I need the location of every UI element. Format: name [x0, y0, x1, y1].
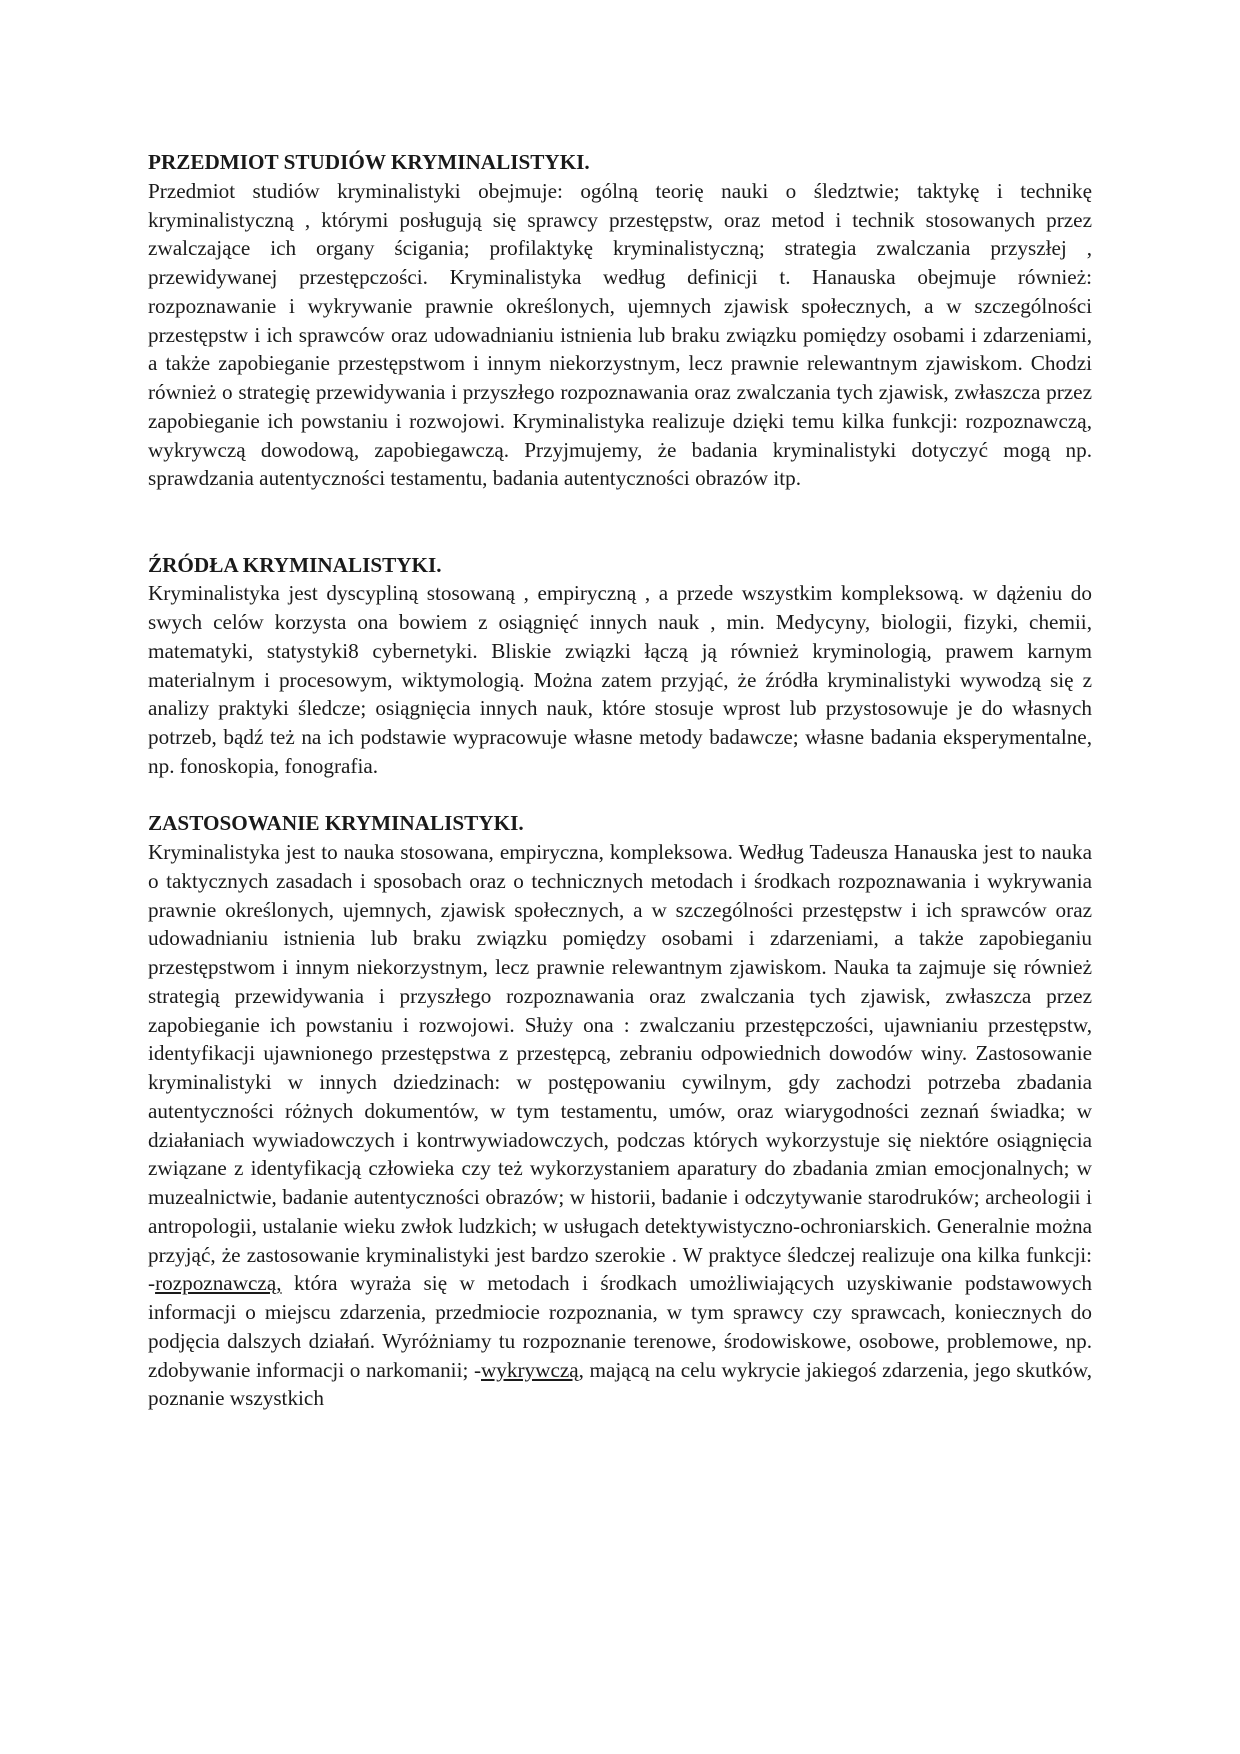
spacer	[148, 493, 1092, 551]
term-rozpoznawcza: rozpoznawczą,	[155, 1271, 282, 1296]
section-heading-zrodla: ŹRÓDŁA KRYMINALISTYKI.	[148, 552, 442, 577]
list-item-text: która wyraża się w metodach i środkach umożliwiających uzyskiwanie podstawowych informacji o miejscu zdarzenia, przedmiocie rozpoznania, w tym sprawcy czy sprawcach, koniecznych do podjęcia dalszych działań. Wyróżniamy tu rozpoznanie terenowe, środowiskowe, osobowe, problemowe, np. zdobywanie informacji o narkomanii;	[148, 1271, 1092, 1382]
section-heading-zastosowanie: ZASTOSOWANIE KRYMINALISTYKI.	[148, 811, 524, 836]
section-body-zrodla: Kryminalistyka jest dyscypliną stosowaną , empiryczną , a przede wszystkim kompleksową. w dążeniu do swych celów korzysta ona bowiem z osiągnięć innych nauk , min. Medycyny, biologii, fizyki, chemii, matematyki, statystyki8 cybernetyki. Bliskie związki łączą ją również kryminologią, prawem karnym materialnym i procesowym, wiktymologią. Można zatem przyjąć, że źródła kryminalistyki wywodzą się z analizy praktyki śledcze; osiągnięcia innych nauk, które stosuje wprost lub przystosowuje je do własnych potrzeb, bądź też na ich podstawie wypracowuje własne metody badawcze; własne badania eksperymentalne, np. fonoskopia, fonografia.	[148, 581, 1092, 778]
section-heading-przedmiot: PRZEDMIOT STUDIÓW KRYMINALISTYKI.	[148, 150, 590, 174]
section-body-zastosowanie-text: Kryminalistyka jest to nauka stosowana, empiryczna, kompleksowa. Według Tadeusza Hanauska jest to nauka o taktycznych zasadach i sposobach oraz o technicznych metodach i środkach rozpoznawania i wykrywania prawnie określonych, ujemnych, zjawisk społecznych, a w szczególności przestępstw i ich sprawców oraz udowadnianiu istnienia lub braku związku pomiędzy osobami i zdarzeniami, a także zapobieganiu przestępstwom i innym niekorzystnym, lecz prawnie relewantnym zjawiskom. Nauka ta zajmuje się również strategią przewidywania i przyszłego rozpoznawania oraz zwalczania tych zjawisk, zwłaszcza przez zapobieganie ich powstaniu i rozwojowi. Służy ona : zwalczaniu przestępczości, ujawnianiu przestępstw, identyfikacji ujawnionego przestępstwa z przestępcą, zebraniu odpowiednich dowodów winy. Zastosowanie kryminalistyki w innych dziedzinach: w postępowaniu cywilnym, gdy zachodzi potrzeba zbadania autentyczności różnych dokumentów, w tym testamentu, umów, oraz wiarygodności zeznań świadka; w działaniach wywiadowczych i kontrwywiadowczych, podczas których wykorzystuje się niektóre osiągnięcia związane z identyfikacją człowieka czy też wykorzystaniem aparatury do zbadania zmian emocjonalnych; w muzealnictwie, badanie autentyczności obrazów; w historii, badanie i odczytywanie starodruków; archeologii i antropologii, ustalanie wieku zwłok ludzkich; w usługach detektywistyczno-ochroniarskich. Generalnie można przyjąć, że zastosowanie kryminalistyki jest bardzo szerokie . W praktyce śledczej realizuje ona kilka funkcji:	[148, 840, 1092, 1267]
list-item-prefix: -	[473, 1357, 481, 1382]
list-item-text: mającą na celu wykrycie jakiegoś zdarzenia, jego skutków, poznanie wszystkich	[148, 1357, 1092, 1411]
section-body-zastosowanie	[148, 838, 1092, 1413]
spacer	[148, 781, 1092, 810]
document-page	[148, 148, 1092, 1413]
section-body-przedmiot: Przedmiot studiów kryminalistyki obejmuje: ogólną teorię nauki o śledztwie; taktykę i technikę kryminalistyczną , którymi posługują się sprawcy przestępstw, oraz metod i technik stosowanych przez zwalczające ich organy ścigania; profilaktykę kryminalistyczną; strategia zwalczania przyszłej , przewidywanej przestępczości. Kryminalistyka według definicji t. Hanauska obejmuje również: rozpoznawanie i wykrywanie prawnie określonych, ujemnych zjawisk społecznych, a w szczególności przestępstw i ich sprawców oraz udowadnianiu istnienia lub braku związku pomiędzy osobami i zdarzeniami, a także zapobieganie przestępstwom i innym niekorzystnym, lecz prawnie relewantnym zjawiskom. Chodzi również o strategię przewidywania i przyszłego rozpoznawania oraz zwalczania tych zjawisk, zwłaszcza przez zapobieganie ich powstaniu i rozwojowi. Kryminalistyka realizuje dzięki temu kilka funkcji: rozpoznawczą, wykrywczą dowodową, zapobiegawczą. Przyjmujemy, że badania kryminalistyki dotyczyć mogą np. sprawdzania autentyczności testamentu, badania autentyczności obrazów itp.	[148, 178, 1092, 491]
term-wykrywcza: wykrywczą,	[481, 1357, 584, 1382]
list-item-prefix: -	[148, 1271, 156, 1296]
